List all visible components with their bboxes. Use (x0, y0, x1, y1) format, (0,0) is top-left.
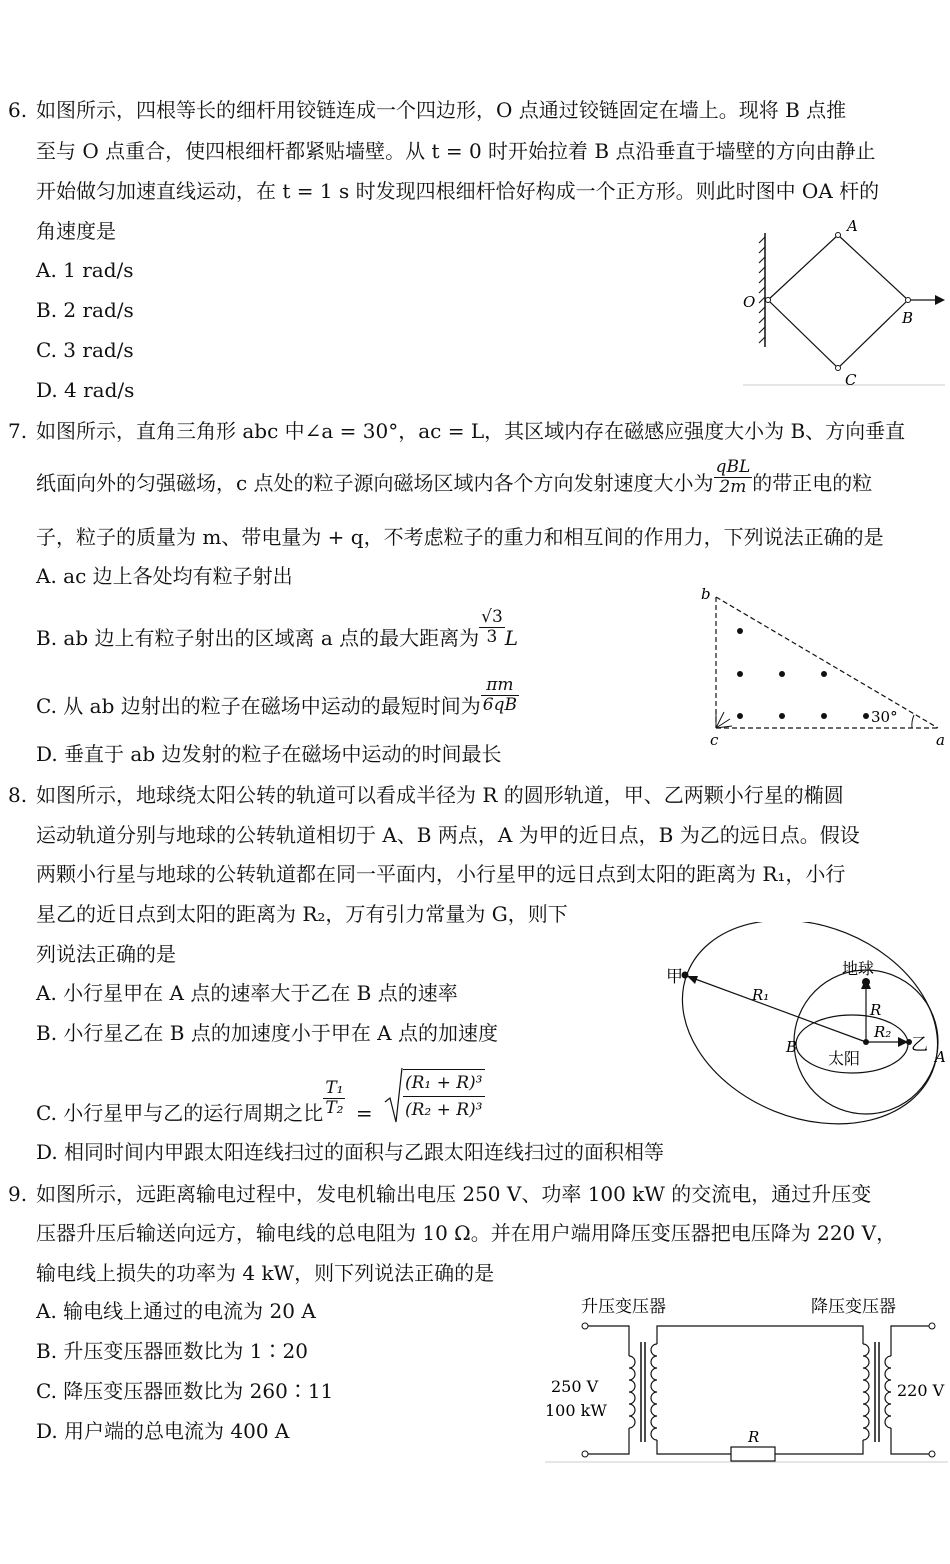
sqrt-fraction (403, 1069, 485, 1123)
label-b: B (902, 309, 914, 327)
question-text-line: 输电线上损失的功率为 4 kW，则下列说法正确的是 (36, 1261, 495, 1285)
question-number: 7. (8, 419, 28, 443)
label-b: b (701, 585, 711, 603)
label-o: O (743, 293, 756, 311)
option-b: B. 升压变压器匝数比为 1∶20 (36, 1339, 308, 1363)
distance-fraction (479, 608, 505, 647)
time-fraction (481, 676, 519, 715)
label-input-power: 100 kW (545, 1401, 607, 1420)
option-text: B. ab 边上有粒子射出的区域离 a 点的最大距离为 (36, 626, 480, 650)
fraction-numerator: qBL (715, 457, 751, 477)
fraction-denominator: 3 (486, 627, 498, 647)
fraction-numerator: (R₁ + R)³ (403, 1070, 485, 1097)
question-text-line: 运动轨道分别与地球的公转轨道相切于 A、B 两点，A 为甲的近日点，B 为乙的远日点。假设 (36, 823, 860, 847)
option-c: C. 3 rad/s (36, 338, 134, 362)
question-text-line: 如图所示，四根等长的细杆用铰链连成一个四边形，O 点通过铰链固定在墙上。现将 B 点推 (36, 98, 847, 122)
option-d: D. 4 rad/s (36, 378, 135, 402)
fraction-denominator: T₂ (325, 1097, 344, 1118)
fraction-denominator: 6qB (482, 695, 517, 715)
question-text-line: 子，粒子的质量为 m、带电量为 + q，不考虑粒子的重力和相互间的作用力，下列说法正确的是 (36, 525, 884, 549)
label-a: A (935, 1048, 946, 1066)
label-c: C (845, 371, 857, 387)
option-a: A. ac 边上各处均有粒子射出 (36, 564, 293, 588)
label-b: B (786, 1038, 798, 1056)
rhombus-rod-figure (735, 215, 947, 387)
label-r: R (870, 1001, 882, 1019)
question-text-line: 至与 O 点重合，使四根细杆都紧贴墙壁。从 t = 0 时开始拉着 B 点沿垂直于墙壁的方向由静止 (36, 139, 876, 163)
label-r2: R₂ (874, 1023, 892, 1041)
label-r1: R₁ (752, 986, 770, 1004)
option-a: A. 1 rad/s (36, 258, 134, 282)
question-text-line: 如图所示，远距离输电过程中，发电机输出电压 250 V、功率 100 kW 的交流电，通过升压变 (36, 1182, 872, 1206)
question-number: 6. (8, 98, 28, 122)
label-a: a (936, 731, 945, 749)
option-a: A. 小行星甲在 A 点的速率大于乙在 B 点的速率 (36, 981, 458, 1005)
fraction-denominator: 2m (719, 477, 747, 497)
question-text-line: 开始做匀加速直线运动，在 t = 1 s 时发现四根细杆恰好构成一个正方形。则此时图中 OA 杆的 (36, 179, 880, 203)
question-text-line: 的带正电的粒 (752, 471, 873, 495)
option-d: D. 用户端的总电流为 400 A (36, 1419, 290, 1443)
option-text: C. 从 ab 边射出的粒子在磁场中运动的最短时间为 (36, 694, 481, 718)
option-c: C. 降压变压器匝数比为 260∶11 (36, 1379, 334, 1403)
label-input-voltage: 250 V (551, 1377, 599, 1396)
option-text: L (504, 626, 519, 650)
question-text-line: 压器升压后输送向远方，输电线的总电阻为 10 Ω。并在用户端用降压变压器把电压降为 220 V， (36, 1221, 897, 1245)
sqrt-expression (383, 1066, 485, 1126)
question-text-line: 角速度是 (36, 219, 116, 243)
label-earth: 地球 (842, 959, 875, 978)
angle-label: 30° (871, 708, 898, 726)
option-b (36, 608, 518, 652)
label-step-down: 降压变压器 (811, 1297, 896, 1317)
option-d: D. 垂直于 ab 边发射的粒子在磁场中运动的时间最长 (36, 742, 502, 766)
fraction-numerator: √3 (481, 607, 503, 627)
option-b: B. 小行星乙在 B 点的加速度小于甲在 A 点的加速度 (36, 1021, 498, 1045)
equals-sign: = (355, 1100, 373, 1125)
question-text-line: 如图所示，地球绕太阳公转的轨道可以看成半径为 R 的圆形轨道，甲、乙两颗小行星的椭圆 (36, 783, 844, 807)
question-text-line: 星乙的近日点到太阳的距离为 R₂，万有引力常量为 G，则下 (36, 902, 568, 926)
label-yi: 乙 (911, 1035, 928, 1055)
label-step-up: 升压变压器 (581, 1297, 666, 1317)
question-text-line: 列说法正确的是 (36, 942, 176, 966)
option-text: C. 小行星甲与乙的运行周期之比 (36, 1100, 324, 1125)
question-number: 8. (8, 783, 28, 807)
fraction-numerator: T₁ (325, 1077, 344, 1098)
label-sun: 太阳 (828, 1049, 861, 1068)
question-text-line: 两颗小行星与地球的公转轨道都在同一平面内，小行星甲的远日点到太阳的距离为 R₁，小行 (36, 862, 846, 886)
option-c (36, 1062, 485, 1126)
option-c (36, 676, 519, 720)
option-d: D. 相同时间内甲跟太阳连线扫过的面积与乙跟太阳连线扫过的面积相等 (36, 1140, 665, 1164)
orbit-figure (660, 922, 948, 1128)
label-r: R (748, 1428, 760, 1446)
question-text-line: 纸面向外的匀强磁场，c 点处的粒子源向磁场区域内各个方向发射速度大小为 (36, 471, 714, 495)
triangle-field-figure (700, 585, 948, 750)
label-a: A (847, 217, 858, 235)
label-output-voltage: 220 V (897, 1381, 945, 1400)
option-b: B. 2 rad/s (36, 298, 134, 322)
fraction-numerator: πm (481, 676, 519, 696)
label-jia: 甲 (666, 967, 683, 987)
fraction-denominator: (R₂ + R)³ (404, 1100, 483, 1120)
question-number: 9. (8, 1182, 28, 1206)
transmission-circuit-figure (545, 1292, 948, 1464)
question-text-line: 如图所示，直角三角形 abc 中∠a = 30°，ac = L，其区域内存在磁感应强度大小为 B、方向垂直 (36, 419, 906, 443)
option-a: A. 输电线上通过的电流为 20 A (36, 1299, 316, 1323)
label-c: c (710, 731, 719, 749)
velocity-fraction (714, 458, 753, 497)
period-ratio-fraction (323, 1079, 345, 1118)
